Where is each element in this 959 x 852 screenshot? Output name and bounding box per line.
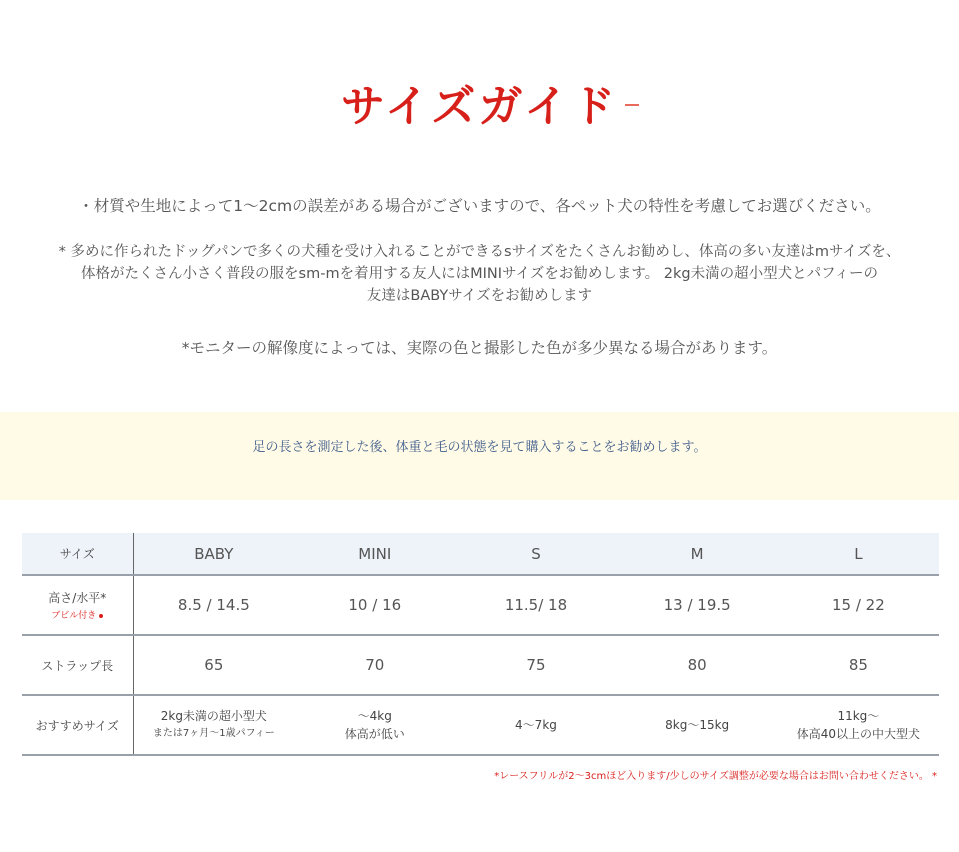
table-cell [455,695,616,755]
row-sublabel [22,608,133,621]
header-l: L [854,544,863,563]
table-cell: 70 [365,656,385,674]
cell-line: または7ヶ月〜1歳パフィー [152,728,275,739]
header-baby: BABY [194,544,234,563]
table-row-strap-length [22,635,939,695]
table-cell: 10 / 16 [348,596,402,614]
footnote: *レースフリルが2〜3cmほど入ります/少しのサイズ調整が必要な場合はお問い合わせください。 * [494,771,937,782]
row-label-text: 高さ/水平* [48,591,107,605]
cell-line: 〜4kg [357,709,392,723]
cell-line: 8kg〜15kg [665,718,730,732]
cell-line: 体高40以上の中大型犬 [796,727,921,741]
header-mini: MINI [358,544,392,563]
table-cell: 13 / 19.5 [663,596,731,614]
table-header-row [22,533,939,575]
cell-line: 11kg〜 [837,709,880,723]
note-line: 体格がたくさん小さく普段の服をsm-mを着用する友人にはMINIサイズをお勧めします。 2kg未満の超小型犬とパフィーの [81,266,878,282]
table-row-height-width [22,575,939,635]
cell-line: 体高が低い [344,727,405,741]
table-cell: 11.5/ 18 [504,596,568,614]
title-decoration [625,104,639,106]
note-line: 友達はBABYサイズをお勧めします [366,288,593,304]
header-size-label: サイズ [22,533,133,575]
table-cell: 8.5 / 14.5 [177,596,250,614]
page-title: サイズガイド [340,81,619,132]
table-cell [133,695,294,755]
cell-line: 2kg未満の超小型犬 [160,709,267,723]
table-cell [617,695,778,755]
note-monitor-color: *モニターの解像度によっては、実際の色と撮影した色が多少異なる場合があります。 [181,339,778,357]
table-cell: 75 [526,656,546,674]
table-row-recommended [22,695,939,755]
table-cell: 80 [687,656,707,674]
header-s: S [531,544,541,563]
row-label-recommended: おすすめサイズ [22,695,133,755]
table-cell: 85 [848,656,868,674]
note-line: * 多めに作られたドッグパンで多くの犬種を受け入れることができるsサイズをたくさんお勧めし、体高の多い友達はmサイズを、 [58,244,901,260]
cell-line: 4〜7kg [515,718,557,732]
bullet-dot [99,614,103,618]
header-m: M [690,544,704,563]
table-cell: 15 / 22 [831,596,885,614]
table-cell [294,695,455,755]
size-table [22,533,939,756]
advice-banner [0,412,959,500]
advice-banner-text: 足の長さを測定した後、体重と毛の状態を見て購入することをお勧めします。 [252,440,707,455]
row-sublabel-text: ブビル付き [51,611,97,621]
row-label-strap-length: ストラップ長 [22,635,133,695]
row-label-height-width [22,575,133,635]
note-size-recommendation [0,241,959,307]
note-error-margin: ・材質や生地によって1〜2cmの誤差がある場合がございますので、各ペット犬の特性を考慮してお選びください。 [78,197,881,215]
table-cell: 65 [204,656,224,674]
table-cell [778,695,939,755]
